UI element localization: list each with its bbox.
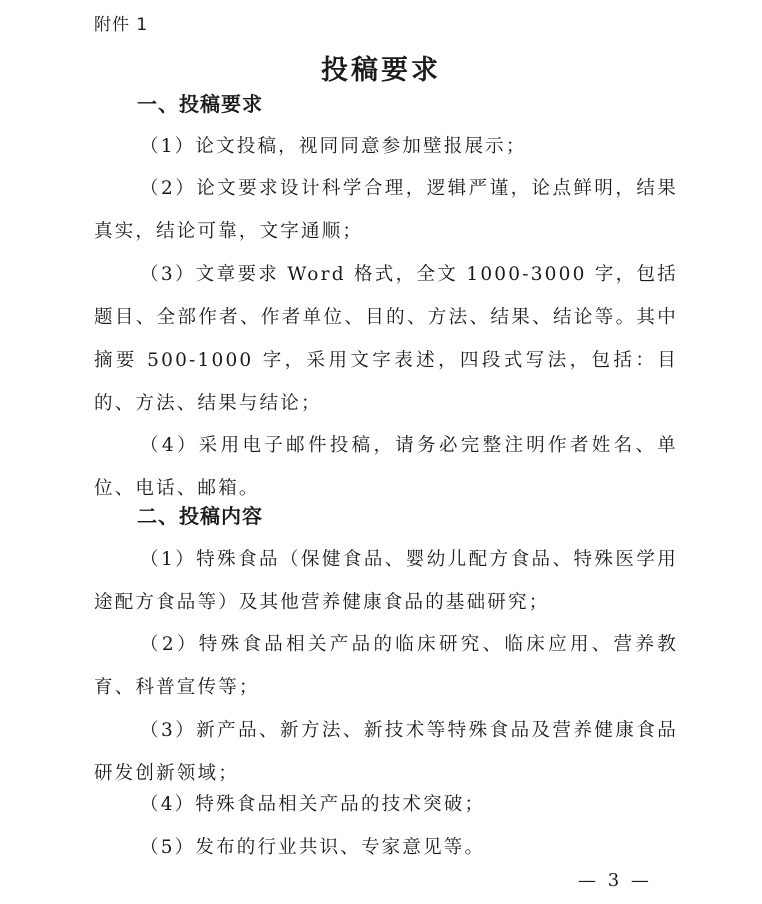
paragraph-content-2: （2）特殊食品相关产品的临床研究、临床应用、营养教育、科普宣传等； xyxy=(94,634,678,698)
paragraph-content-3: （3）新产品、新方法、新技术等特殊食品及营养健康食品研发创新领域； xyxy=(94,720,678,784)
paragraph-requirement-3: （3）文章要求 Word 格式，全文 1000-3000 字，包括题目、全部作者、作者单位、目的、方法、结果、结论等。其中摘要 500-1000 字，采用文字表述，四段式写法，包括：目的、方法、结果与结论； xyxy=(94,264,678,414)
page-number: — 3 — xyxy=(578,870,652,891)
section-heading-submission-content: 二、投稿内容 xyxy=(137,504,263,528)
paragraph-requirement-2: （2）论文要求设计科学合理，逻辑严谨，论点鲜明，结果真实，结论可靠，文字通顺； xyxy=(94,178,678,242)
paragraph-requirement-4: （4）采用电子邮件投稿，请务必完整注明作者姓名、单位、电话、邮箱。 xyxy=(94,435,678,499)
document-title: 投稿要求 xyxy=(321,55,441,86)
attachment-label: 附件 1 xyxy=(94,15,149,35)
paragraph-content-4: （4）特殊食品相关产品的技术突破； xyxy=(140,794,486,815)
paragraph-content-1: （1）特殊食品（保健食品、婴幼儿配方食品、特殊医学用途配方食品等）及其他营养健康食品的基础研究； xyxy=(94,549,678,613)
paragraph-requirement-1: （1）论文投稿，视同同意参加壁报展示； xyxy=(140,136,527,157)
paragraph-content-5: （5）发布的行业共识、专家意见等。 xyxy=(140,837,486,858)
section-heading-submission-requirements: 一、投稿要求 xyxy=(137,92,263,116)
